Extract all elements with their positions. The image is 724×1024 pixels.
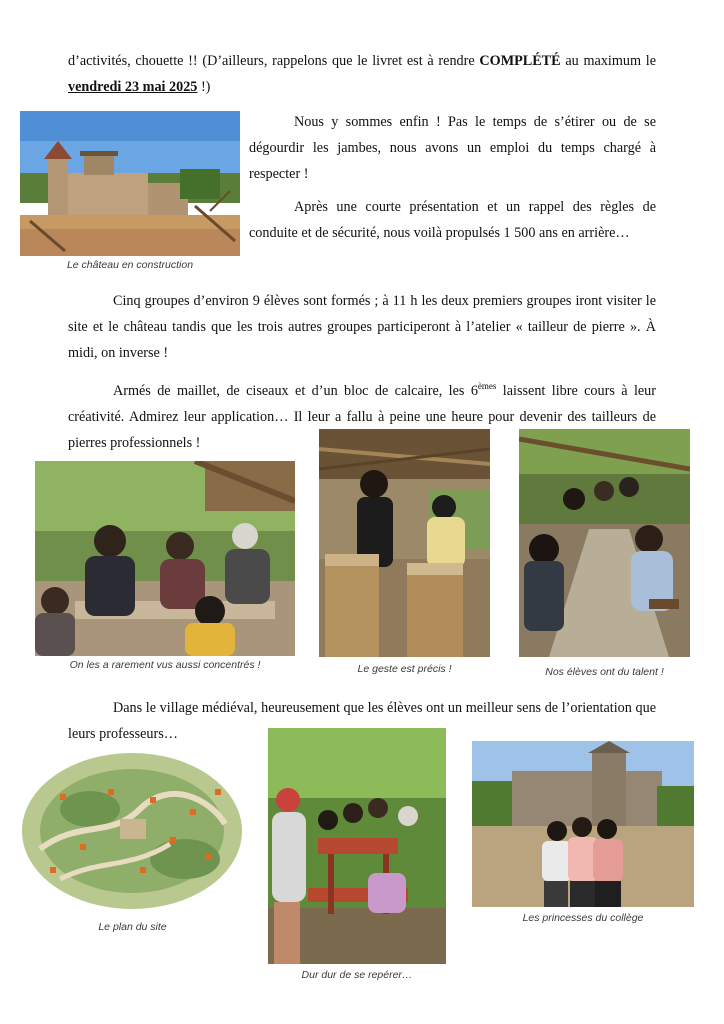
caption-concentrated: On les a rarement vus aussi concentrés !	[69, 659, 261, 671]
intro-mid: au maximum le	[560, 53, 656, 69]
tools-text-end: laissent libre cours à leur créativité. Admirez leur application… Il leur a fallu à peine une heure pour devenir des tailleurs de pierres professionnels !	[68, 383, 656, 451]
groups-paragraph	[68, 288, 656, 366]
workshop-photo-concentrated	[35, 461, 295, 656]
village-picnic-photo	[268, 728, 446, 964]
intro-paragraph	[68, 48, 656, 100]
intro-bold: COMPLÉTÉ	[479, 53, 561, 69]
presentation-paragraph	[249, 194, 656, 246]
caption-map: Le plan du site	[98, 921, 167, 933]
princesses-photo	[472, 741, 694, 907]
caption-princesses: Les princesses du collège	[522, 912, 644, 924]
presentation-text: Après une courte présentation et un rappel des règles de conduite et de sécurité, nous voilà propulsés 1 500 ans en arrière…	[249, 199, 656, 241]
workshop-photo-talent	[519, 429, 690, 657]
intro-text: d’activités, chouette !! (D’ailleurs, rappelons que le livret est à rendre	[68, 53, 480, 69]
castle-photo	[20, 111, 240, 256]
arrival-text: Nous y sommes enfin ! Pas le temps de s’étirer ou de se dégourdir les jambes, nous avons un emploi du temps chargé à respecter !	[249, 114, 656, 182]
groups-text: Cinq groupes d’environ 9 élèves sont formés ; à 11 h les deux premiers groupes iront visiter le site et le château tandis que les trois autres groupes participeront à l’atelier « tailleur de pierre ». À midi, on inverse !	[68, 293, 656, 361]
site-map-illustration	[20, 749, 245, 914]
tools-text: Armés de maillet, de ciseaux et d’un bloc de calcaire, les 6	[113, 383, 478, 399]
workshop-photo-gesture	[319, 429, 490, 657]
caption-lost: Dur dur de se repérer…	[301, 969, 413, 981]
caption-gesture: Le geste est précis !	[357, 663, 452, 675]
tools-sup: èmes	[477, 381, 497, 391]
deadline-date: vendredi 23 mai 2025	[68, 79, 198, 95]
caption-talent: Nos élèves ont du talent !	[545, 666, 664, 678]
arrival-paragraph	[249, 109, 656, 187]
intro-post: !)	[197, 79, 211, 95]
caption-castle: Le château en construction	[66, 259, 194, 271]
village-text: Dans le village médiéval, heureusement que les élèves ont un meilleur sens de l’orientation que leurs professeurs…	[68, 700, 656, 742]
